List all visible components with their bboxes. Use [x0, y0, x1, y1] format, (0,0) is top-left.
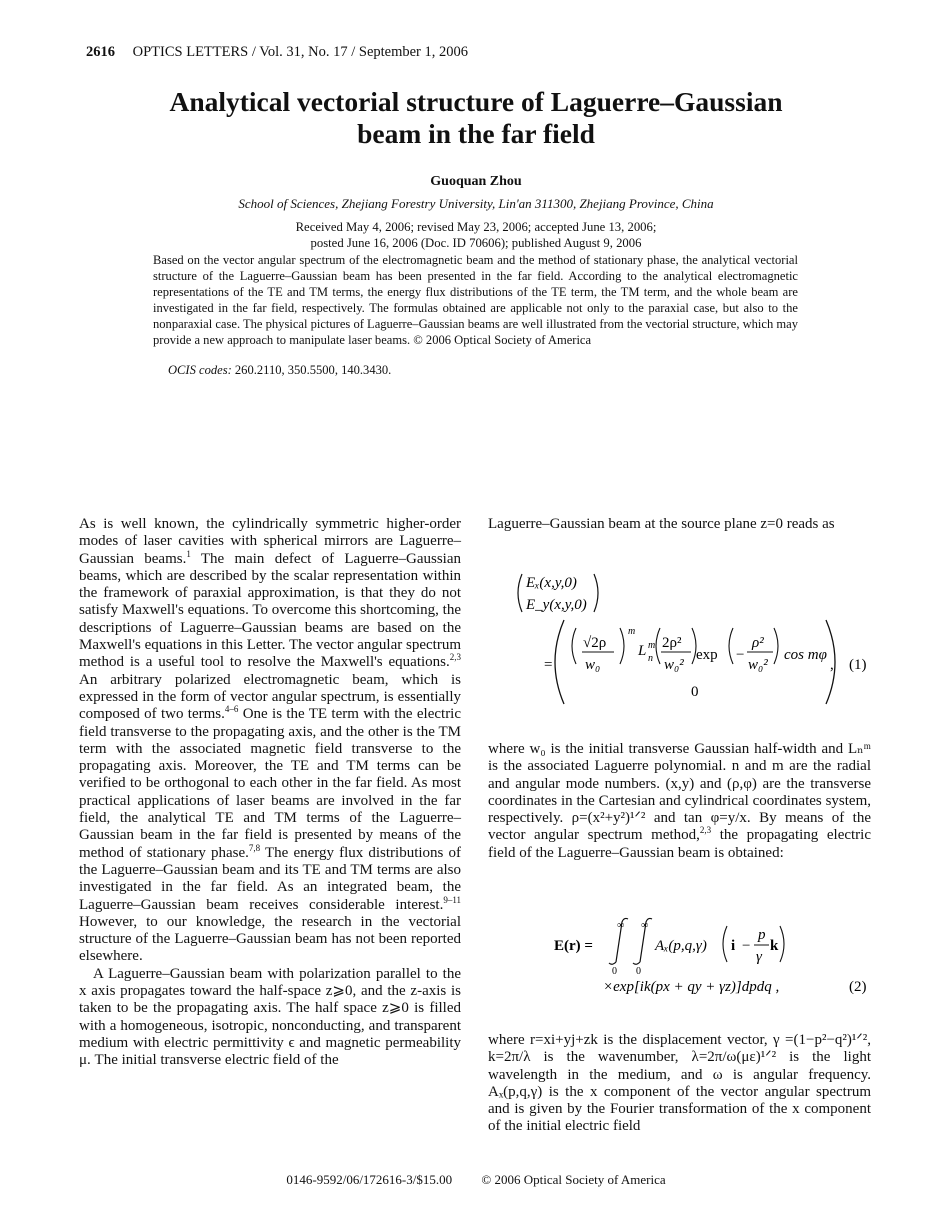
- ocis-label: OCIS codes:: [168, 363, 232, 377]
- eq2-lower-limit: 0: [612, 966, 617, 977]
- eq1-laguerre-L: L: [638, 643, 647, 659]
- text-run: The energy flux distributions of the Laguerre–Gaussian beam and its TE and TM terms are also investigated in the far field. As an integrated beam, the Laguerre–Gaussian beam receives considerable interest.: [79, 844, 461, 913]
- right-paragraph-1: Laguerre–Gaussian beam at the source plane z=0 reads as: [488, 516, 835, 532]
- footer: [0, 1172, 952, 1188]
- paren-right: [780, 926, 784, 962]
- ocis-codes: [168, 363, 391, 378]
- citation: 4–6: [224, 704, 239, 715]
- text-run: However, to our knowledge, the research in the vectorial structure of the Laguerre–Gaussian beam has not been reported elsewhere.: [79, 913, 461, 965]
- eq2-i-vector: i: [731, 938, 736, 954]
- equation-number-2: (2): [849, 979, 867, 995]
- eq1-2rho2: 2ρ²: [662, 635, 682, 651]
- received-line-1: Received May 4, 2006; revised May 23, 2006; accepted June 13, 2006;: [295, 220, 657, 234]
- eq1-sqrt2rho: √2ρ: [583, 635, 607, 651]
- eq2-gamma: γ: [756, 949, 762, 965]
- eq1-w0: w₀: [585, 657, 601, 673]
- citation: 7,8: [248, 842, 261, 853]
- eq2-upper-limit: ∞: [641, 920, 649, 931]
- eq1-laguerre-sup: m: [648, 640, 656, 651]
- citation: 2,3: [449, 652, 461, 663]
- eq1-rho2: ρ²: [752, 635, 764, 651]
- text-run: The main defect of Laguerre–Gaussian beams, which are described by the scalar representation within the framework of paraxial approximation, is that they do not satisfy Maxwell's equations. To overcome this shortcoming, the descriptions of Laguerre–Gaussian beams are based on the Maxwell's equations in this Letter. The vector angular spectrum method is a useful tool to resolve the Maxwell's equations.: [79, 550, 461, 671]
- running-head: [86, 44, 468, 61]
- paper-title: [100, 86, 852, 150]
- left-paragraph-1: [79, 516, 461, 966]
- text-run: An arbitrary polarized electromagnetic beam, which is expressed in the form of vector angular spectrum, is essentially composed of two terms.: [79, 671, 461, 723]
- eq2-minus: −: [742, 938, 751, 954]
- footer-copyright: © 2006 Optical Society of America: [481, 1172, 666, 1187]
- equation-1: [488, 568, 872, 708]
- citation: 1: [186, 548, 191, 559]
- paren-left: [723, 926, 727, 962]
- eq2-lower-limit: 0: [636, 966, 641, 977]
- eq1-lhs-top: Eₓ(x,y,0): [526, 575, 577, 591]
- eq2-k-vector: k: [770, 938, 779, 954]
- paren-left: [518, 574, 522, 612]
- left-paragraph-2: A Laguerre–Gaussian beam with polarization parallel to the x axis propagates toward the half-space z⩾0, and the z-axis is taken to be the propagating axis. The half space z⩾0 is filled with a homogeneous, isotropic, nonconducting, and transparent medium with electric permittivity ϵ and magnetic permeability μ. The initial transverse electric field of the: [79, 965, 461, 1069]
- citation: 9–11: [443, 894, 461, 905]
- paren-left: [729, 628, 733, 664]
- paren-big-left: [555, 620, 564, 704]
- abstract: Based on the vector angular spectrum of the electromagnetic beam and the method of stationary phase, the analytical vectorial structure of the Laguerre–Gaussian beam has been presented in the far field. According to the analytical electromagnetic representations of the TE and TM terms, the energy flux distributions of the TE term, the TM term, and the whole beam are investigated in the far field, respectively. The formulas obtained are applicable not only to the paraxial case, but also to the nonparaxial case. The physical pictures of Laguerre–Gaussian beams are well illustrated from the vectorial structure, which may provide a new approach to manipulate laser beams. © 2006 Optical Society of America: [153, 253, 798, 347]
- eq1-zero: 0: [691, 684, 699, 700]
- journal-info: OPTICS LETTERS / Vol. 31, No. 17 / September 1, 2006: [132, 44, 469, 60]
- citation: 2,3: [699, 825, 712, 836]
- right-paragraph-3: where r=xi+yj+zk is the displacement vector, γ =(1−p²−q²)¹ᐟ², k=2π/λ is the wavenumber, λ=2π/ω(με)¹ᐟ² is the light wavelength in the medium, and ω is angular frequency. Aₓ(p,q,γ) is the x component of the vector angular spectrum and is given by the Fourier transformation of the x component of the initial electric field: [488, 1032, 871, 1135]
- title-line-2: beam in the far field: [357, 118, 595, 149]
- affiliation: School of Sciences, Zhejiang Forestry University, Lin'an 311300, Zhejiang Province, China: [238, 196, 714, 211]
- eq2-p: p: [758, 927, 766, 943]
- equation-2: [488, 916, 872, 1000]
- eq1-w02: w₀²: [664, 657, 684, 673]
- ocis-values: 260.2110, 350.5500, 140.3430.: [234, 363, 392, 377]
- paren-right: [774, 628, 778, 664]
- eq2-upper-limit: ∞: [617, 920, 625, 931]
- eq1-minus: −: [736, 647, 745, 663]
- eq1-m-exponent: m: [628, 626, 636, 637]
- eq1-lhs-bottom: E_y(x,y,0): [526, 597, 587, 613]
- title-line-1: Analytical vectorial structure of Laguerre–Gaussian: [169, 86, 783, 117]
- text-run: where w₀ is the initial transverse Gaussian half-width and Lₙᵐ is the associated Laguerre polynomial. n and m are the radial and angular mode numbers. (x,y) and (ρ,φ) are the transverse coordinates in the Cartesian and cylindrical coordinates system, respectively. ρ=(x²+y²)¹ᐟ² and tan φ=y/x. By means of the vector angular spectrum method,: [488, 741, 871, 844]
- text-run: the propagating electric field of the Laguerre–Gaussian beam is obtained:: [488, 827, 871, 861]
- footer-code: 0146-9592/06/172616-3/$15.00: [286, 1172, 453, 1187]
- author: Guoquan Zhou: [430, 174, 522, 189]
- eq1-exp: exp: [696, 647, 718, 663]
- eq1-cos: cos mφ: [784, 647, 827, 663]
- eq1-w02-b: w₀²: [748, 657, 768, 673]
- text-run: One is the TE term with the electric field transverse to the propagating axis, and the other is the TM term with the associated magnetic field transverse to the propagating axis. Moreover, the TE and TM terms can be verified to be orthogonal to each other in the far field. As most practical applications of laser beams are involved in the far field, the analytical TE and TM terms of the Laguerre–Gaussian beam in the far field is presented by means of the method of stationary phase.: [79, 706, 462, 861]
- paren-right: [594, 574, 598, 612]
- paren-left: [656, 628, 660, 664]
- eq1-equals: =: [544, 657, 553, 673]
- equation-number-1: (1): [849, 657, 867, 673]
- left-column: [79, 516, 461, 1070]
- eq2-angular-spectrum: Aₓ(p,q,γ): [655, 938, 707, 954]
- eq1-laguerre-sub: n: [648, 653, 653, 664]
- paren-left: [572, 628, 576, 664]
- right-paragraph-2: [488, 741, 871, 862]
- paren-right: [620, 628, 624, 664]
- page-number: 2616: [86, 44, 115, 60]
- eq2-exponential-line: ×exp[ik(px + qy + γz)]dpdq ,: [603, 979, 780, 995]
- received-line-2: posted June 16, 2006 (Doc. ID 70606); published August 9, 2006: [310, 235, 642, 250]
- received-dates: [0, 220, 952, 251]
- eq1-comma: ,: [830, 657, 834, 673]
- eq2-lhs: E(r) =: [554, 938, 593, 954]
- text-run: As is well known, the cylindrically symmetric higher-order modes of laser cavities with spherical mirrors are Laguerre–Gaussian beams.: [79, 516, 461, 567]
